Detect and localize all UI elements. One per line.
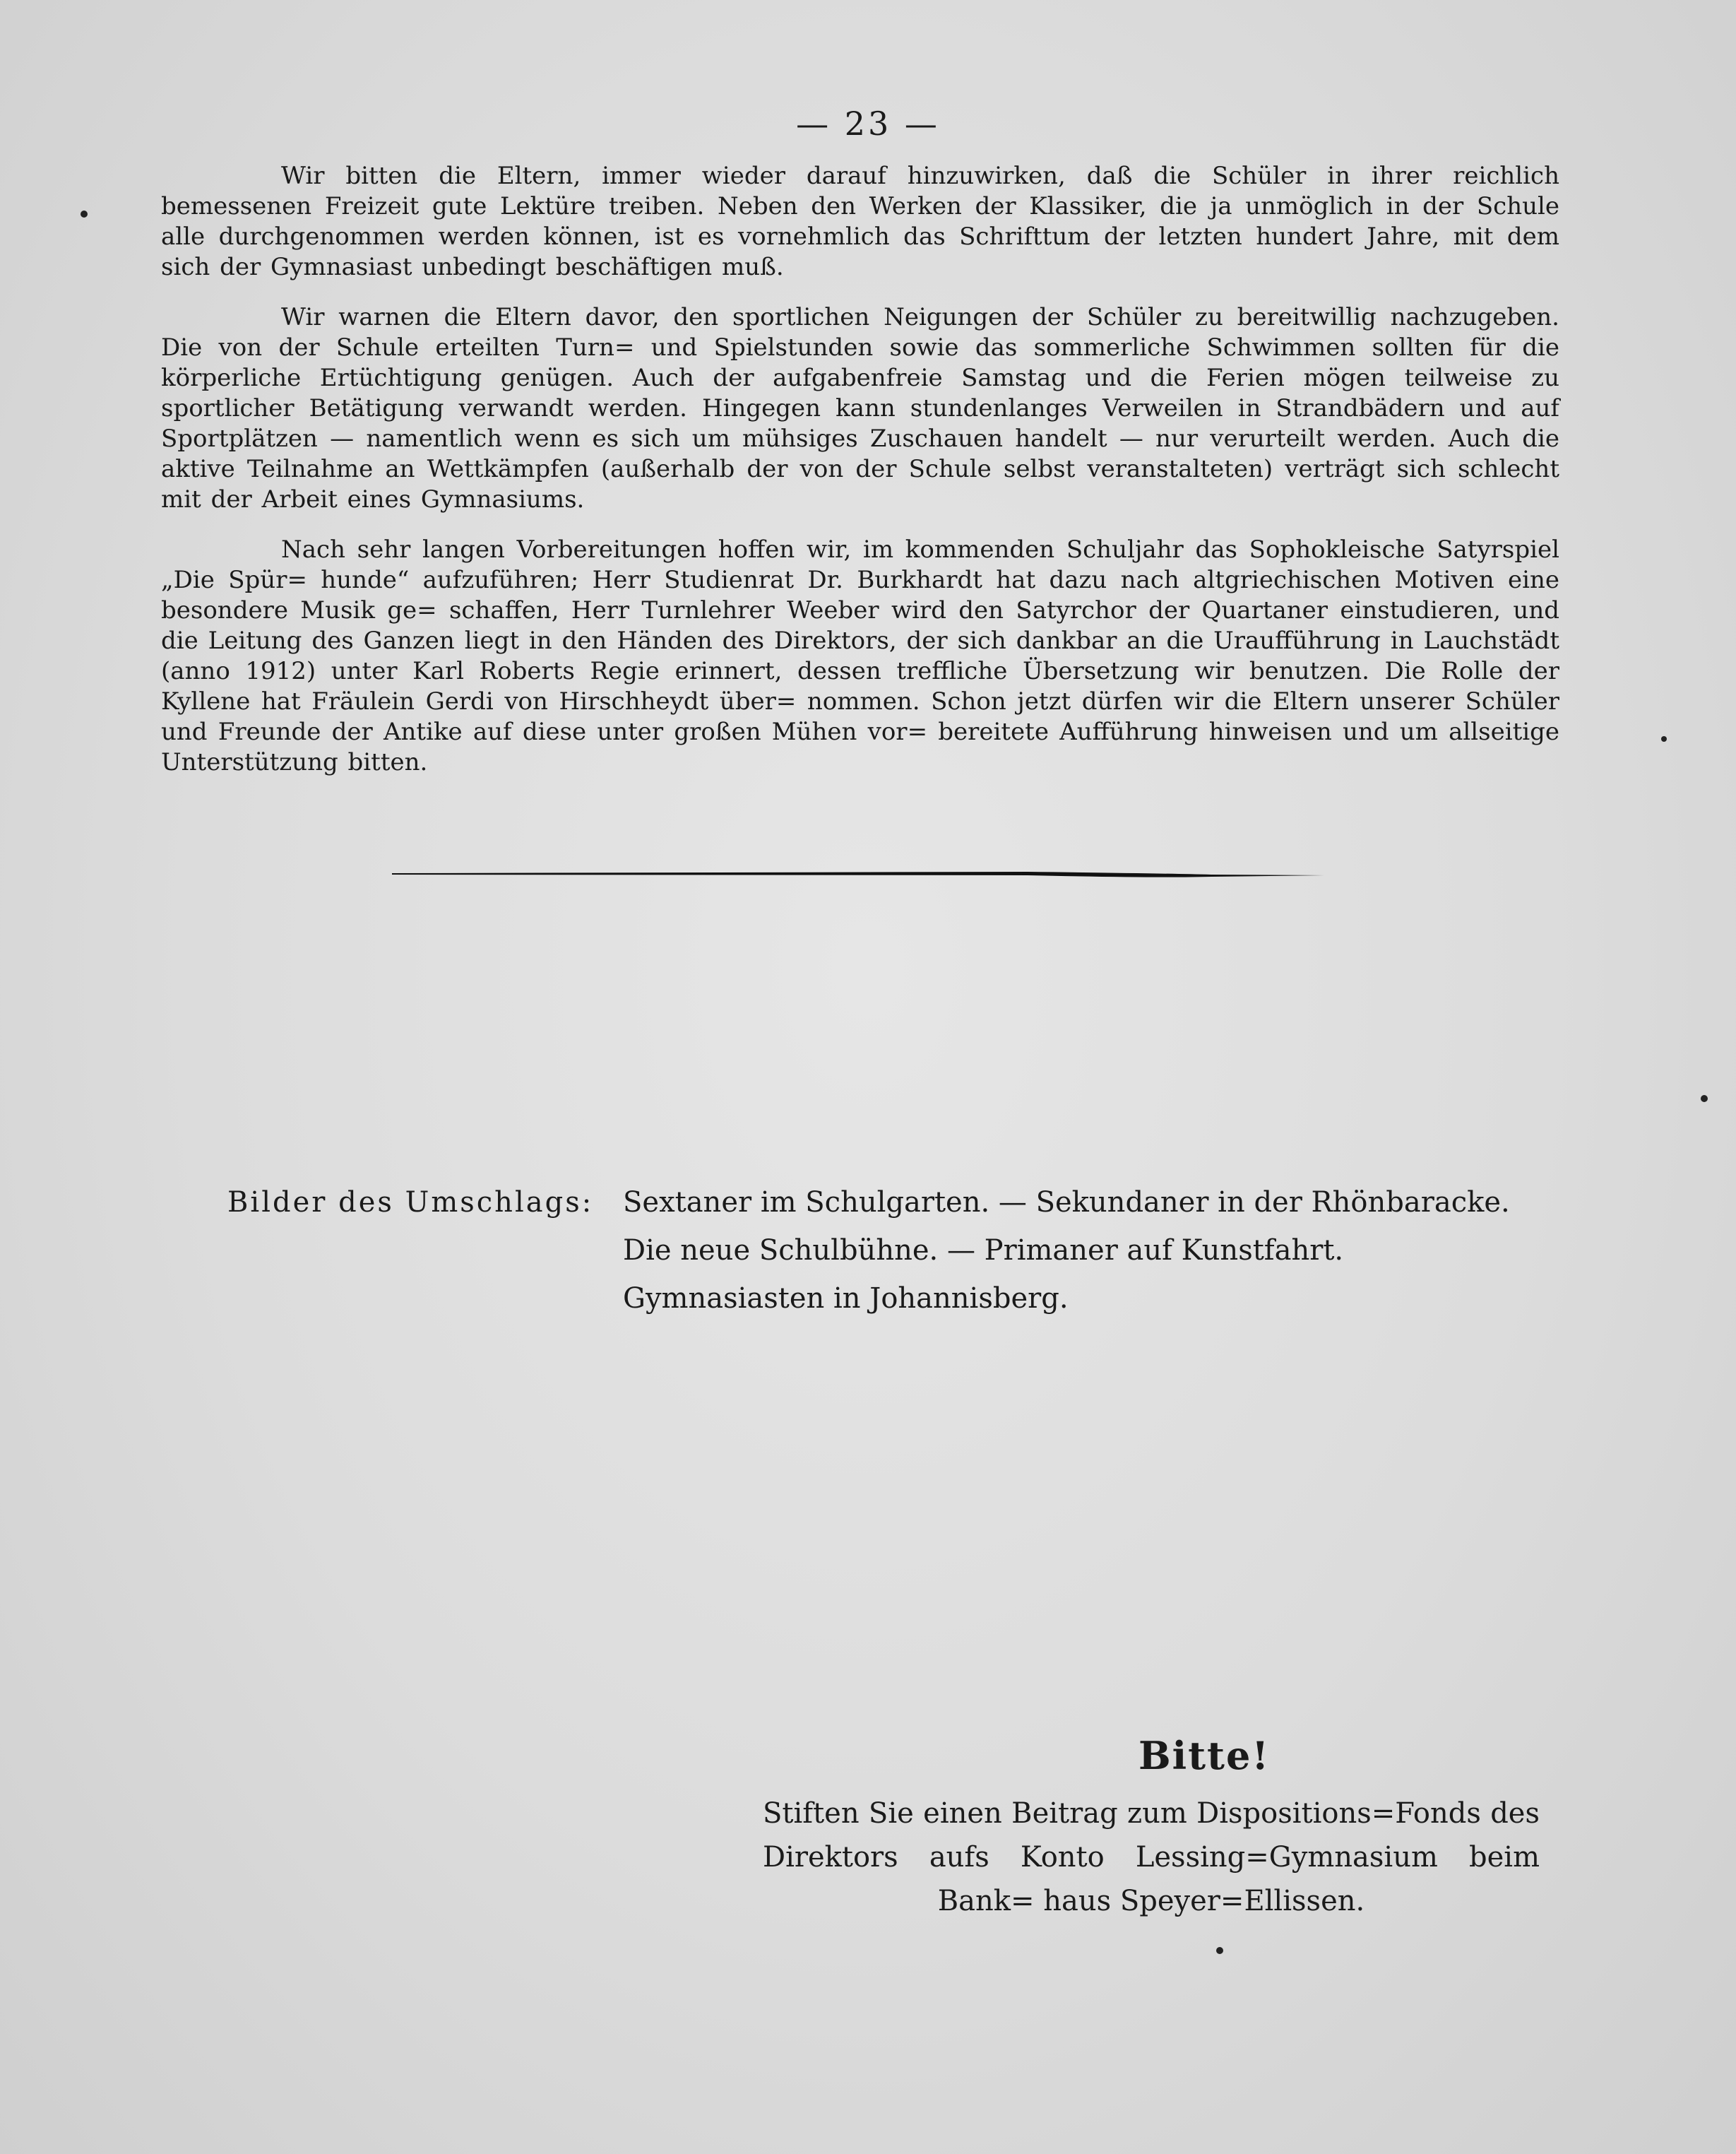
body-text [161,161,1559,798]
page-number: — 23 — [796,105,940,143]
caption-line: Sextaner im Schulgarten. — Sekundaner in der Rhönbaracke. [623,1186,1510,1219]
paragraph-reading: Wir bitten die Eltern, immer wieder darauf hinzuwirken, daß die Schüler in ihrer reichlich bemessenen Freizeit gute Lektüre treiben. Neben den Werken der Klassiker, die ja unmöglich in der Schule alle durchgenommen werden können, ist es vornehmlich das Schrifttum der letzten hundert Jahre, mit dem sich der Gymnasiast unbedingt beschäftigen muß. [161,162,1559,281]
captions-list [623,1178,1510,1322]
caption-line: Die neue Schulbühne. — Primaner auf Kunstfahrt. [623,1234,1344,1267]
donation-appeal [763,1731,1540,1923]
caption-line: Gymnasiasten in Johannisberg. [623,1282,1069,1315]
captions-label: Bilder des Umschlags: [227,1186,594,1219]
ink-speck [1216,1947,1223,1954]
ink-speck [81,211,88,218]
ink-speck [1661,736,1667,742]
appeal-heading: Bitte! [1138,1733,1271,1778]
paragraph-sports: Wir warnen die Eltern davor, den sportlichen Neigungen der Schüler zu bereitwillig nachzugeben. Die von der Schule erteilten Turn= und Spielstunden sowie das sommerliche Schwimmen sollten für die körperliche Ertüchtigung genügen. Auch der aufgabenfreie Samstag und die Ferien mögen teilweise zu sportlicher Betätigung verwandt werden. Hingegen kann stundenlanges Verweilen in Strandbädern und auf Sportplätzen — namentlich wenn es sich um mühsiges Zuschauen handelt — nur verurteilt werden. Auch die aktive Teilnahme an Wettkämpfen (außerhalb der von der Schule selbst veranstalteten) verträgt sich schlecht mit der Arbeit eines Gymnasiums. [161,303,1559,514]
paragraph-theatre: Nach sehr langen Vorbereitungen hoffen wir, im kommenden Schuljahr das Sophokleische Satyrspiel „Die Spür= hunde“ aufzuführen; Herr Studienrat Dr. Burkhardt hat dazu nach altgriechischen Motiven eine besondere Musik ge= schaffen, Herr Turnlehrer Weeber wird den Satyrchor der Quartaner einstudieren, und die Leitung des Ganzen liegt in den Händen des Direktors, der sich dankbar an die Uraufführung in Lauchstädt (anno 1912) unter Karl Roberts Regie erinnert, dessen treffliche Übersetzung wir benutzen. Die Rolle der Kyllene hat Fräulein Gerdi von Hirschheydt über= nommen. Schon jetzt dürfen wir die Eltern unserer Schüler und Freunde der Antike auf diese unter großen Mühen vor= bereitete Aufführung hinweisen und um allseitige Unterstützung bitten. [161,535,1559,776]
ornamental-divider [392,868,1324,880]
appeal-text: Stiften Sie einen Beitrag zum Dispositions=Fonds des Direktors aufs Konto Lessing=Gymnasium beim Bank= haus Speyer=Ellissen. [763,1797,1540,1917]
ink-speck [1701,1095,1708,1102]
